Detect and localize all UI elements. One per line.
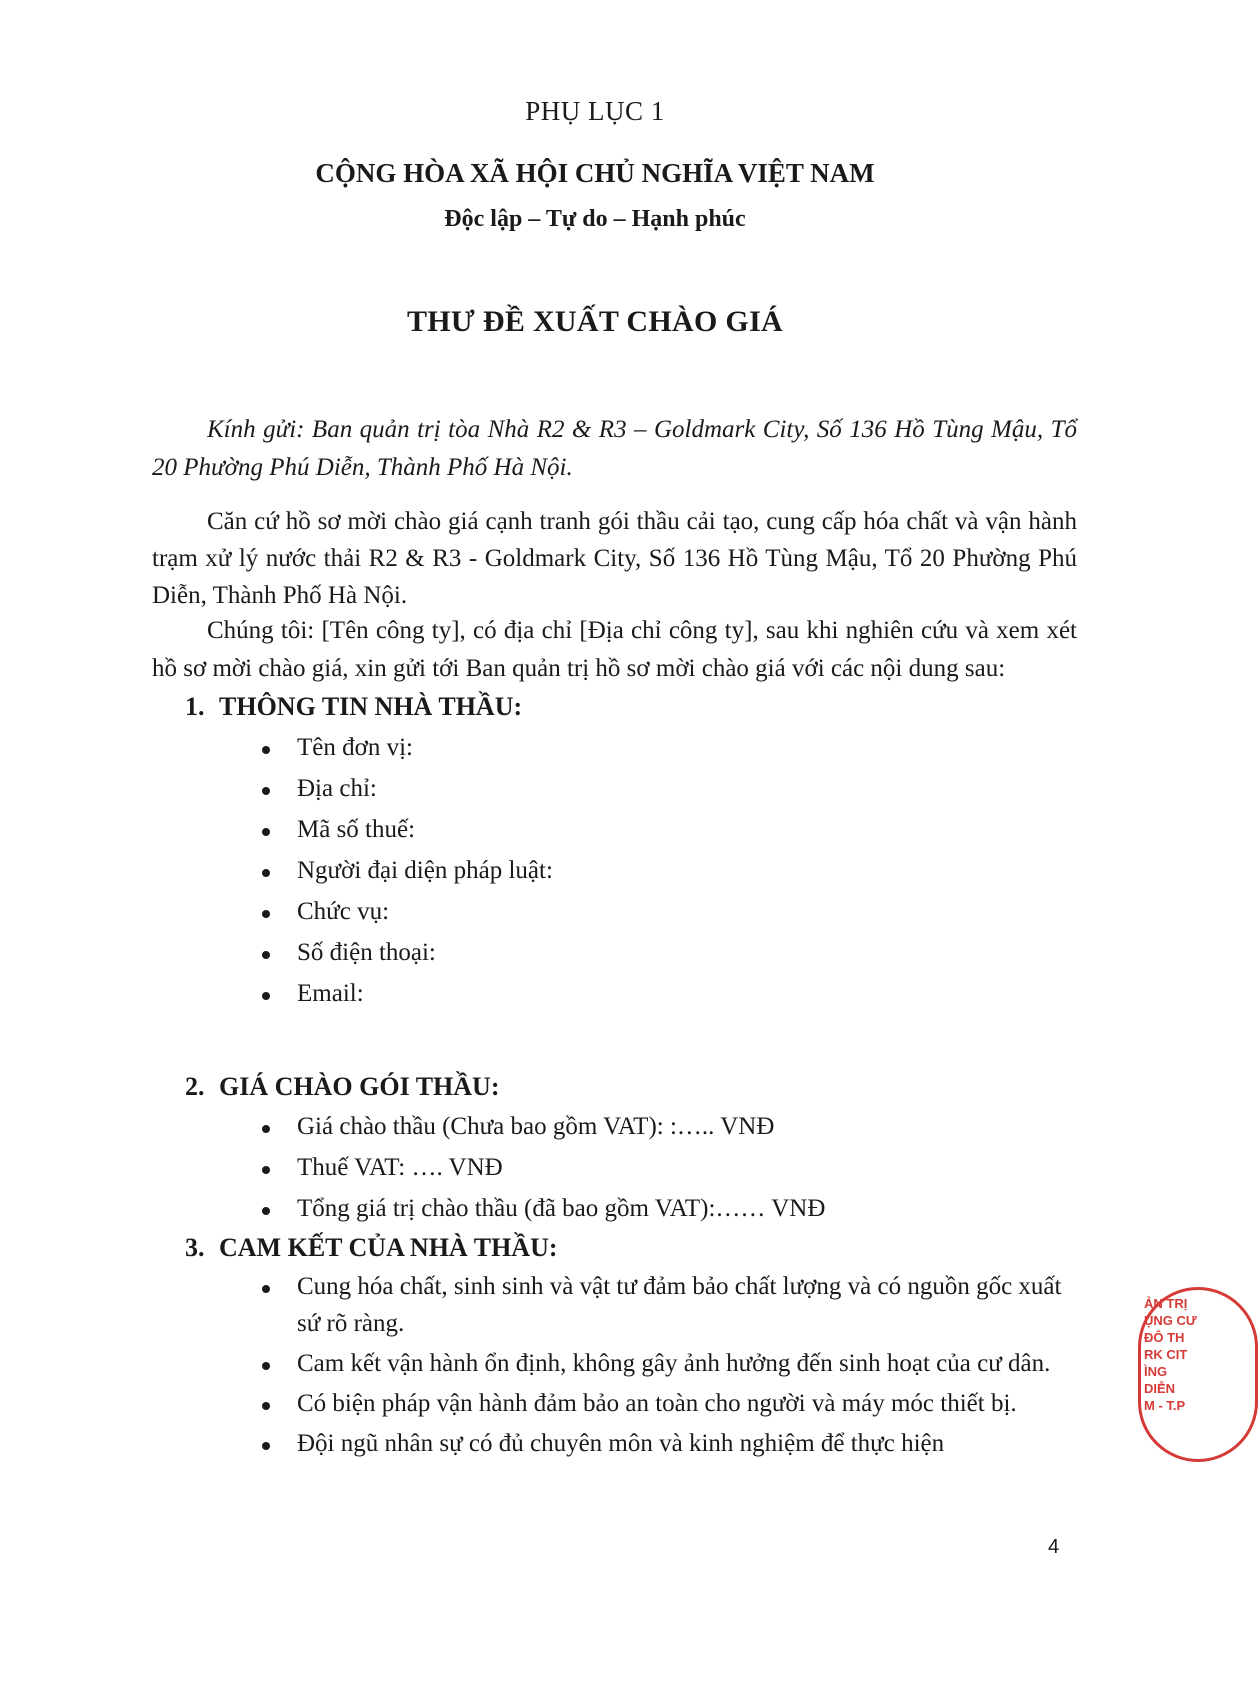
commitment-list — [255, 1268, 1075, 1465]
stamp-line: ĐÔ TH — [1144, 1330, 1185, 1345]
document-title: THƯ ĐỀ XUẤT CHÀO GIÁ — [406, 305, 784, 338]
list-item: Địa chỉ: — [255, 770, 1075, 807]
section-contractor-info-heading — [185, 692, 522, 722]
list-item: Thuế VAT: …. VNĐ — [255, 1149, 1075, 1186]
contractor-info-list — [255, 729, 1075, 1016]
section-heading: THÔNG TIN NHÀ THẦU: — [219, 692, 523, 721]
list-item: Email: — [255, 975, 1075, 1012]
section-number: 3. — [185, 1233, 205, 1262]
section-bid-price-heading — [185, 1072, 500, 1102]
list-item: Cam kết vận hành ổn định, không gây ảnh hưởng đến sinh hoạt của cư dân. — [255, 1345, 1075, 1382]
stamp-line: DIỄN — [1144, 1381, 1176, 1396]
section-heading: GIÁ CHÀO GÓI THẦU: — [219, 1072, 500, 1101]
page-number: 4 — [1048, 1536, 1060, 1558]
addressee-paragraph: Kính gửi: Ban quản trị tòa Nhà R2 & R3 – Goldmark City, Số 136 Hồ Tùng Mậu, Tổ 20 Phường Phú Diễn, Thành Phố Hà Nội. — [152, 416, 1077, 481]
list-item: Tổng giá trị chào thầu (đã bao gồm VAT):…… VNĐ — [255, 1190, 1075, 1227]
list-item: Số điện thoại: — [255, 934, 1075, 971]
basis-paragraph: Căn cứ hồ sơ mời chào giá cạnh tranh gói thầu cải tạo, cung cấp hóa chất và vận hành trạm xử lý nước thải R2 & R3 - Goldmark City, Số 136 Hồ Tùng Mậu, Tổ 20 Phường Phú Diễn, Thành Phố Hà Nội. — [152, 508, 1077, 609]
stamp-line: ỤNG CƯ — [1144, 1313, 1197, 1328]
list-item: Có biện pháp vận hành đảm bảo an toàn cho người và máy móc thiết bị. — [255, 1385, 1075, 1422]
section-number: 2. — [185, 1072, 205, 1101]
appendix-label: PHỤ LỤC 1 — [525, 96, 665, 126]
list-item: Tên đơn vị: — [255, 729, 1075, 766]
national-motto: Độc lập – Tự do – Hạnh phúc — [444, 206, 746, 232]
list-item: Đội ngũ nhân sự có đủ chuyên môn và kinh nghiệm để thực hiện — [255, 1425, 1075, 1462]
stamp-text — [1144, 1295, 1197, 1414]
national-title: CỘNG HÒA XÃ HỘI CHỦ NGHĨA VIỆT NAM — [315, 158, 875, 188]
list-item: Giá chào thầu (Chưa bao gồm VAT): :….. VNĐ — [255, 1108, 1075, 1145]
list-item: Cung hóa chất, sinh sinh và vật tư đảm bảo chất lượng và có nguồn gốc xuất sứ rõ ràng. — [255, 1268, 1075, 1342]
section-number: 1. — [185, 692, 205, 721]
stamp-line: ÌNG — [1144, 1364, 1168, 1379]
list-item: Chức vụ: — [255, 893, 1075, 930]
list-item: Người đại diện pháp luật: — [255, 852, 1075, 889]
bid-price-list — [255, 1108, 1075, 1231]
list-item: Mã số thuế: — [255, 811, 1075, 848]
stamp-line: RK CIT — [1144, 1347, 1188, 1362]
section-heading: CAM KẾT CỦA NHÀ THẦU: — [219, 1233, 558, 1262]
section-commitment-heading — [185, 1233, 558, 1263]
stamp-line: M - T.P — [1144, 1398, 1186, 1413]
red-seal-stamp — [1138, 1287, 1198, 1462]
stamp-line: ẢN TRỊ — [1144, 1296, 1188, 1311]
company-paragraph: Chúng tôi: [Tên công ty], có địa chỉ [Địa chỉ công ty], sau khi nghiên cứu và xem xét hồ sơ mời chào giá, xin gửi tới Ban quản trị hồ sơ mời chào giá với các nội dung sau: — [152, 617, 1077, 682]
